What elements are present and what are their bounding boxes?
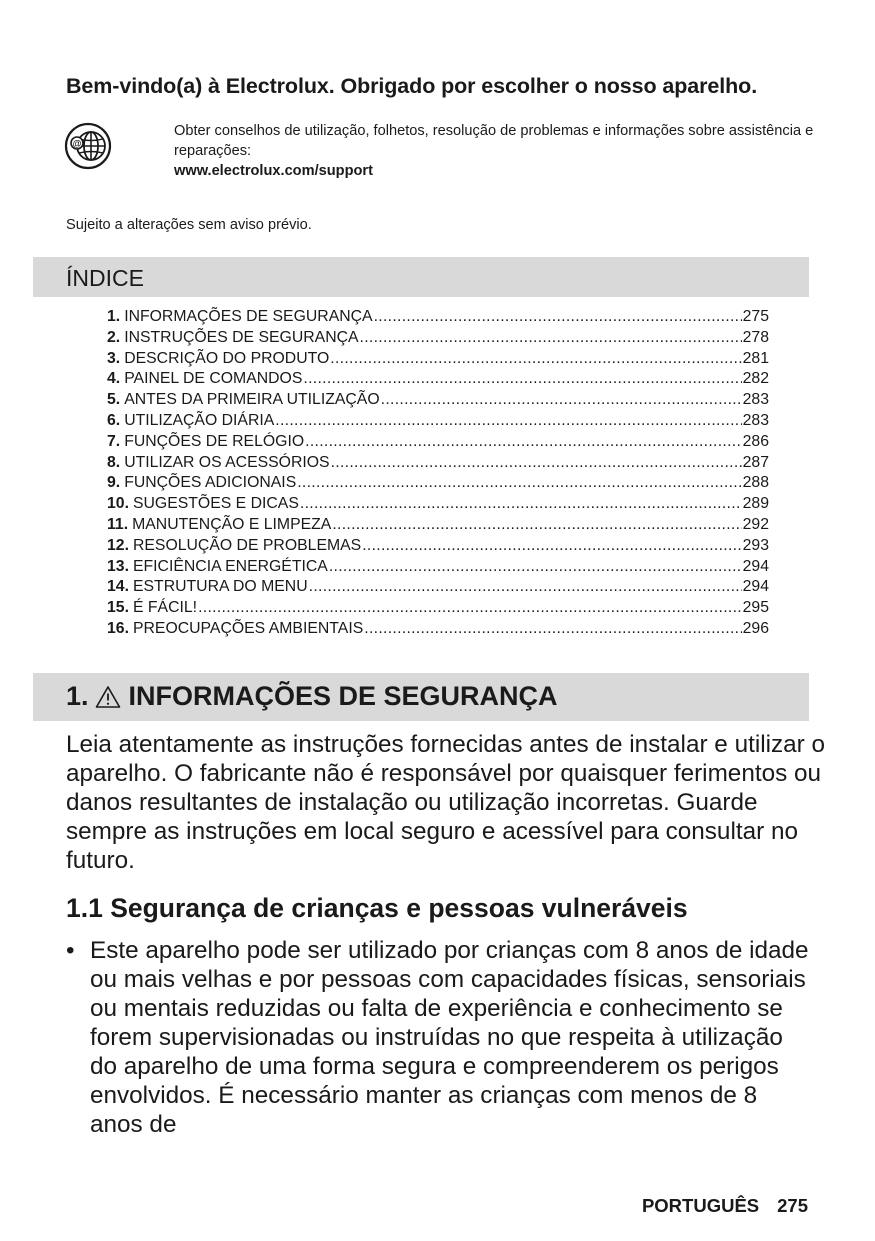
toc-dot-leader [362, 536, 741, 557]
toc-item-label: ESTRUTURA DO MENU [132, 578, 308, 596]
list-item-text: Este aparelho pode ser utilizado por crianças com 8 anos de idade ou mais velhas e por pessoas com capacidades físicas, sensoriais ou mentais reduzidas ou falta de experiência e conhecimento se forem supervisionadas ou instruídas no que respeita à utilização do aparelho de uma forma segura e compreenderem os perigos envolvidos. É necessário manter as crianças com menos de 8 anos de [90, 937, 809, 1138]
footer-page-number: 275 [777, 1195, 808, 1216]
bullet-symbol: • [66, 937, 75, 964]
support-link[interactable]: www.electrolux.com/support [174, 163, 373, 179]
toc-dot-leader [303, 369, 741, 390]
subsection-1-1-title: 1.1 Segurança de crianças e pessoas vulneráveis [66, 893, 688, 923]
list-item [66, 936, 811, 1139]
section-1-title-text: INFORMAÇÕES DE SEGURANÇA [128, 681, 558, 711]
toc-item-page: 283 [742, 391, 769, 409]
toc-item-label: DESCRIÇÃO DO PRODUTO [124, 349, 330, 367]
toc-item[interactable] [107, 328, 769, 349]
toc-item[interactable] [107, 390, 769, 411]
toc-item-number: 7. [107, 432, 121, 450]
toc-item-page: 296 [742, 619, 769, 637]
toc-item[interactable] [107, 577, 769, 598]
toc-item-label: UTILIZAÇÃO DIÁRIA [124, 411, 275, 429]
toc-item-page: 282 [742, 370, 769, 388]
support-description: Obter conselhos de utilização, folhetos, resolução de problemas e informações sobre assistência e reparações: [174, 123, 814, 159]
toc-dot-leader [275, 411, 741, 432]
welcome-heading: Bem-vindo(a) à Electrolux. Obrigado por escolher o nosso aparelho. [66, 74, 758, 98]
section-1-intro: Leia atentamente as instruções fornecidas antes de instalar e utilizar o aparelho. O fabricante não é responsável por quaisquer ferimentos ou danos resultantes de instalação ou utilização incorretas. Guarde sempre as instruções em local seguro e acessível para consultar no futuro. [66, 731, 826, 874]
toc-item[interactable] [107, 515, 769, 536]
toc-item-label: UTILIZAR OS ACESSÓRIOS [124, 453, 330, 471]
toc-dot-leader [331, 453, 742, 474]
toc-item[interactable] [107, 349, 769, 370]
toc-item-label: FUNÇÕES DE RELÓGIO [124, 432, 305, 450]
table-of-contents [107, 307, 769, 640]
web-support-icon [64, 122, 112, 170]
toc-item-number: 11. [107, 515, 129, 533]
toc-item-page: 294 [742, 578, 769, 596]
toc-dot-leader [198, 598, 742, 619]
toc-dot-leader [300, 494, 742, 515]
toc-item-number: 6. [107, 411, 121, 429]
toc-item-page: 289 [742, 495, 769, 513]
toc-dot-leader [360, 328, 742, 349]
toc-item-number: 1. [107, 308, 121, 325]
toc-dot-leader [309, 577, 742, 598]
toc-item-page: 286 [742, 432, 769, 450]
toc-item[interactable] [107, 453, 769, 474]
section-1-title [66, 681, 558, 712]
toc-item[interactable] [107, 369, 769, 390]
index-title: ÍNDICE [66, 265, 144, 291]
page-footer [642, 1195, 808, 1217]
toc-item[interactable] [107, 432, 769, 453]
toc-dot-leader [297, 473, 741, 494]
toc-dot-leader [305, 432, 742, 453]
toc-item-number: 8. [107, 453, 121, 471]
toc-item[interactable] [107, 307, 769, 328]
toc-item[interactable] [107, 411, 769, 432]
toc-item-page: 283 [742, 411, 769, 429]
toc-item[interactable] [107, 598, 769, 619]
toc-dot-leader [381, 390, 742, 411]
section-1-number: 1. [66, 681, 89, 711]
toc-item[interactable] [107, 619, 769, 640]
toc-item-number: 10. [107, 495, 129, 513]
toc-item-page: 281 [742, 349, 769, 367]
toc-item-number: 9. [107, 474, 121, 492]
toc-item-number: 2. [107, 328, 121, 346]
subject-to-change-note: Sujeito a alterações sem aviso prévio. [66, 217, 312, 233]
toc-dot-leader [364, 619, 741, 640]
toc-item-page: 275 [742, 308, 769, 325]
toc-item-label: RESOLUÇÃO DE PROBLEMAS [132, 536, 362, 554]
toc-item-label: MANUTENÇÃO E LIMPEZA [132, 515, 332, 533]
toc-item-label: FUNÇÕES ADICIONAIS [124, 474, 297, 492]
toc-item[interactable] [107, 536, 769, 557]
toc-item-number: 14. [107, 578, 129, 596]
toc-item-label: ANTES DA PRIMEIRA UTILIZAÇÃO [124, 391, 380, 409]
toc-item-label: PREOCUPAÇÕES AMBIENTAIS [132, 619, 364, 637]
toc-item-number: 15. [107, 599, 129, 617]
toc-item[interactable] [107, 557, 769, 578]
index-header-bar [33, 257, 809, 297]
svg-text:@: @ [72, 138, 82, 149]
toc-item[interactable] [107, 494, 769, 515]
toc-item-label: É FÁCIL! [132, 599, 198, 617]
toc-item-label: PAINEL DE COMANDOS [124, 370, 303, 388]
toc-item-number: 16. [107, 619, 129, 637]
toc-dot-leader [332, 515, 741, 536]
toc-item[interactable] [107, 473, 769, 494]
toc-item-page: 287 [742, 453, 769, 471]
toc-item-number: 4. [107, 370, 121, 388]
toc-dot-leader [330, 349, 741, 370]
section-1-header-bar [33, 673, 809, 721]
toc-dot-leader [329, 557, 742, 578]
toc-item-number: 5. [107, 391, 121, 409]
toc-item-number: 3. [107, 349, 121, 367]
footer-language: PORTUGUÊS [641, 1195, 760, 1216]
toc-item-page: 288 [742, 474, 769, 492]
toc-item-label: SUGESTÕES E DICAS [132, 495, 299, 513]
toc-item-label: EFICIÊNCIA ENERGÉTICA [132, 557, 328, 575]
bullet-list [66, 936, 811, 1139]
toc-dot-leader [374, 307, 742, 328]
toc-item-label: INFORMAÇÕES DE SEGURANÇA [124, 308, 373, 325]
toc-item-number: 12. [107, 536, 129, 554]
toc-item-page: 295 [742, 599, 769, 617]
toc-item-number: 13. [107, 557, 129, 575]
support-info [174, 121, 814, 181]
toc-item-page: 278 [742, 328, 769, 346]
toc-item-page: 294 [742, 557, 769, 575]
toc-item-label: INSTRUÇÕES DE SEGURANÇA [124, 328, 359, 346]
toc-item-page: 292 [742, 515, 769, 533]
toc-item-page: 293 [742, 536, 769, 554]
warning-triangle-icon [95, 685, 121, 709]
